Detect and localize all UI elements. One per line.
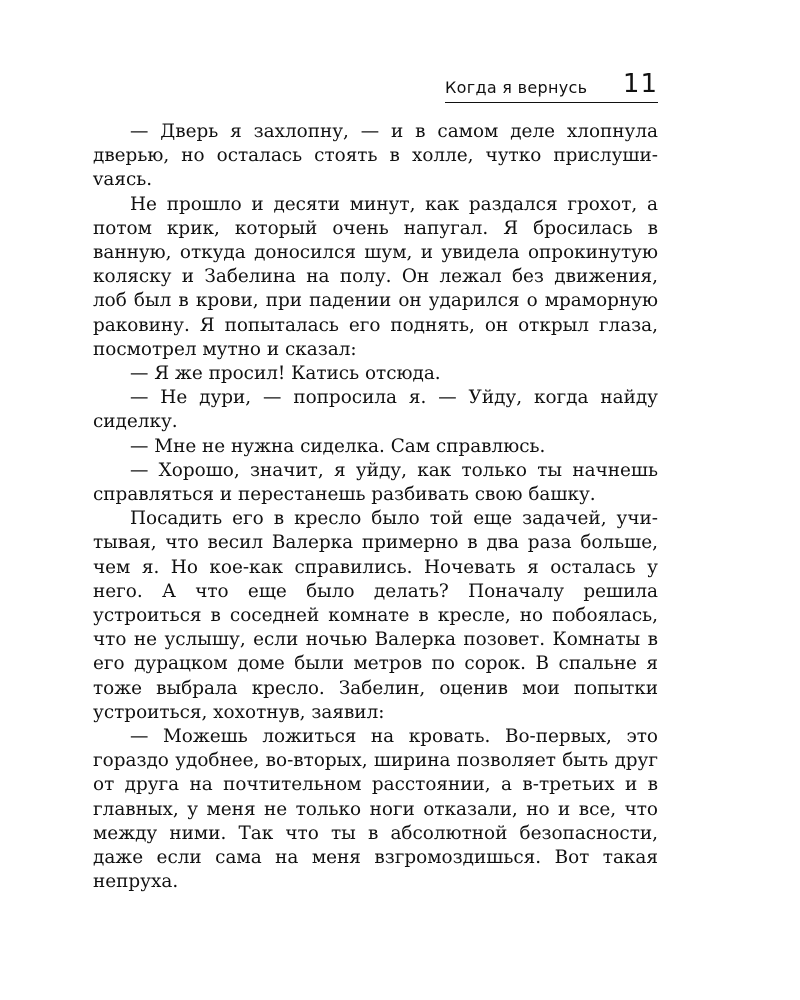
paragraph: — Хорошо, значит, я уйду, как только ты начнешь справляться и перестанешь разбивать свою башку. xyxy=(93,459,658,506)
paragraph: — Не дури, — попросила я. — Уйду, когда найду сиделку. xyxy=(93,387,658,433)
page-number: 11 xyxy=(622,69,658,99)
paragraph: — Дверь я захлопну, — и в самом деле хлопнула дверью, но осталась стоять в холле, чутко прислушиvаясь. xyxy=(93,121,658,191)
paragraph: Посадить его в кресло было той еще задачей, учитывая, что весил Валерка примерно в два раза больше, чем я. Но кое-как справились. Ночевать я осталась у него. А что еще было делать? Поначалу решила устроиться в соседней комнате в кресле, но побоялась, что не услышу, если ночью Валерка позовет. Комнаты в его дурацком доме были метров по сорок. В спальне я тоже выбрала кресло. Забелин, оценив мои попытки устроиться, хохотнув, заявил: xyxy=(93,508,658,723)
paragraph: — Мне не нужна сиделка. Сам справлюсь. xyxy=(130,435,546,457)
paragraph: Не прошло и десяти минут, как раздался грохот, а потом крик, который очень напугал. Я бросилась в ванную, откуда доносился шум, и увидела опрокинутую коляску и Забелина на полу. Он лежал без движения, лоб был в крови, при падении он ударился о мраморную раковину. Я попыталась его поднять, он открыл глаза, посмотрел мутно и сказал: xyxy=(93,193,658,360)
paragraph: — Можешь ложиться на кровать. Во-первых, это гораздо удобнее, во-вторых, ширина позволяет быть друг от друга на почтительном расстоянии, а в-третьих и в главных, у меня не только ноги отказали, но и все, что между ними. Так что ты в абсолютной безопасности, даже если сама на меня взгромоздишься. Вот такая непруха. xyxy=(93,726,658,893)
paragraph: — Я же просил! Катись отсюда. xyxy=(130,363,441,385)
running-header xyxy=(445,70,658,103)
text-body xyxy=(93,120,658,895)
running-header-title: Когда я вернусь xyxy=(445,78,588,97)
